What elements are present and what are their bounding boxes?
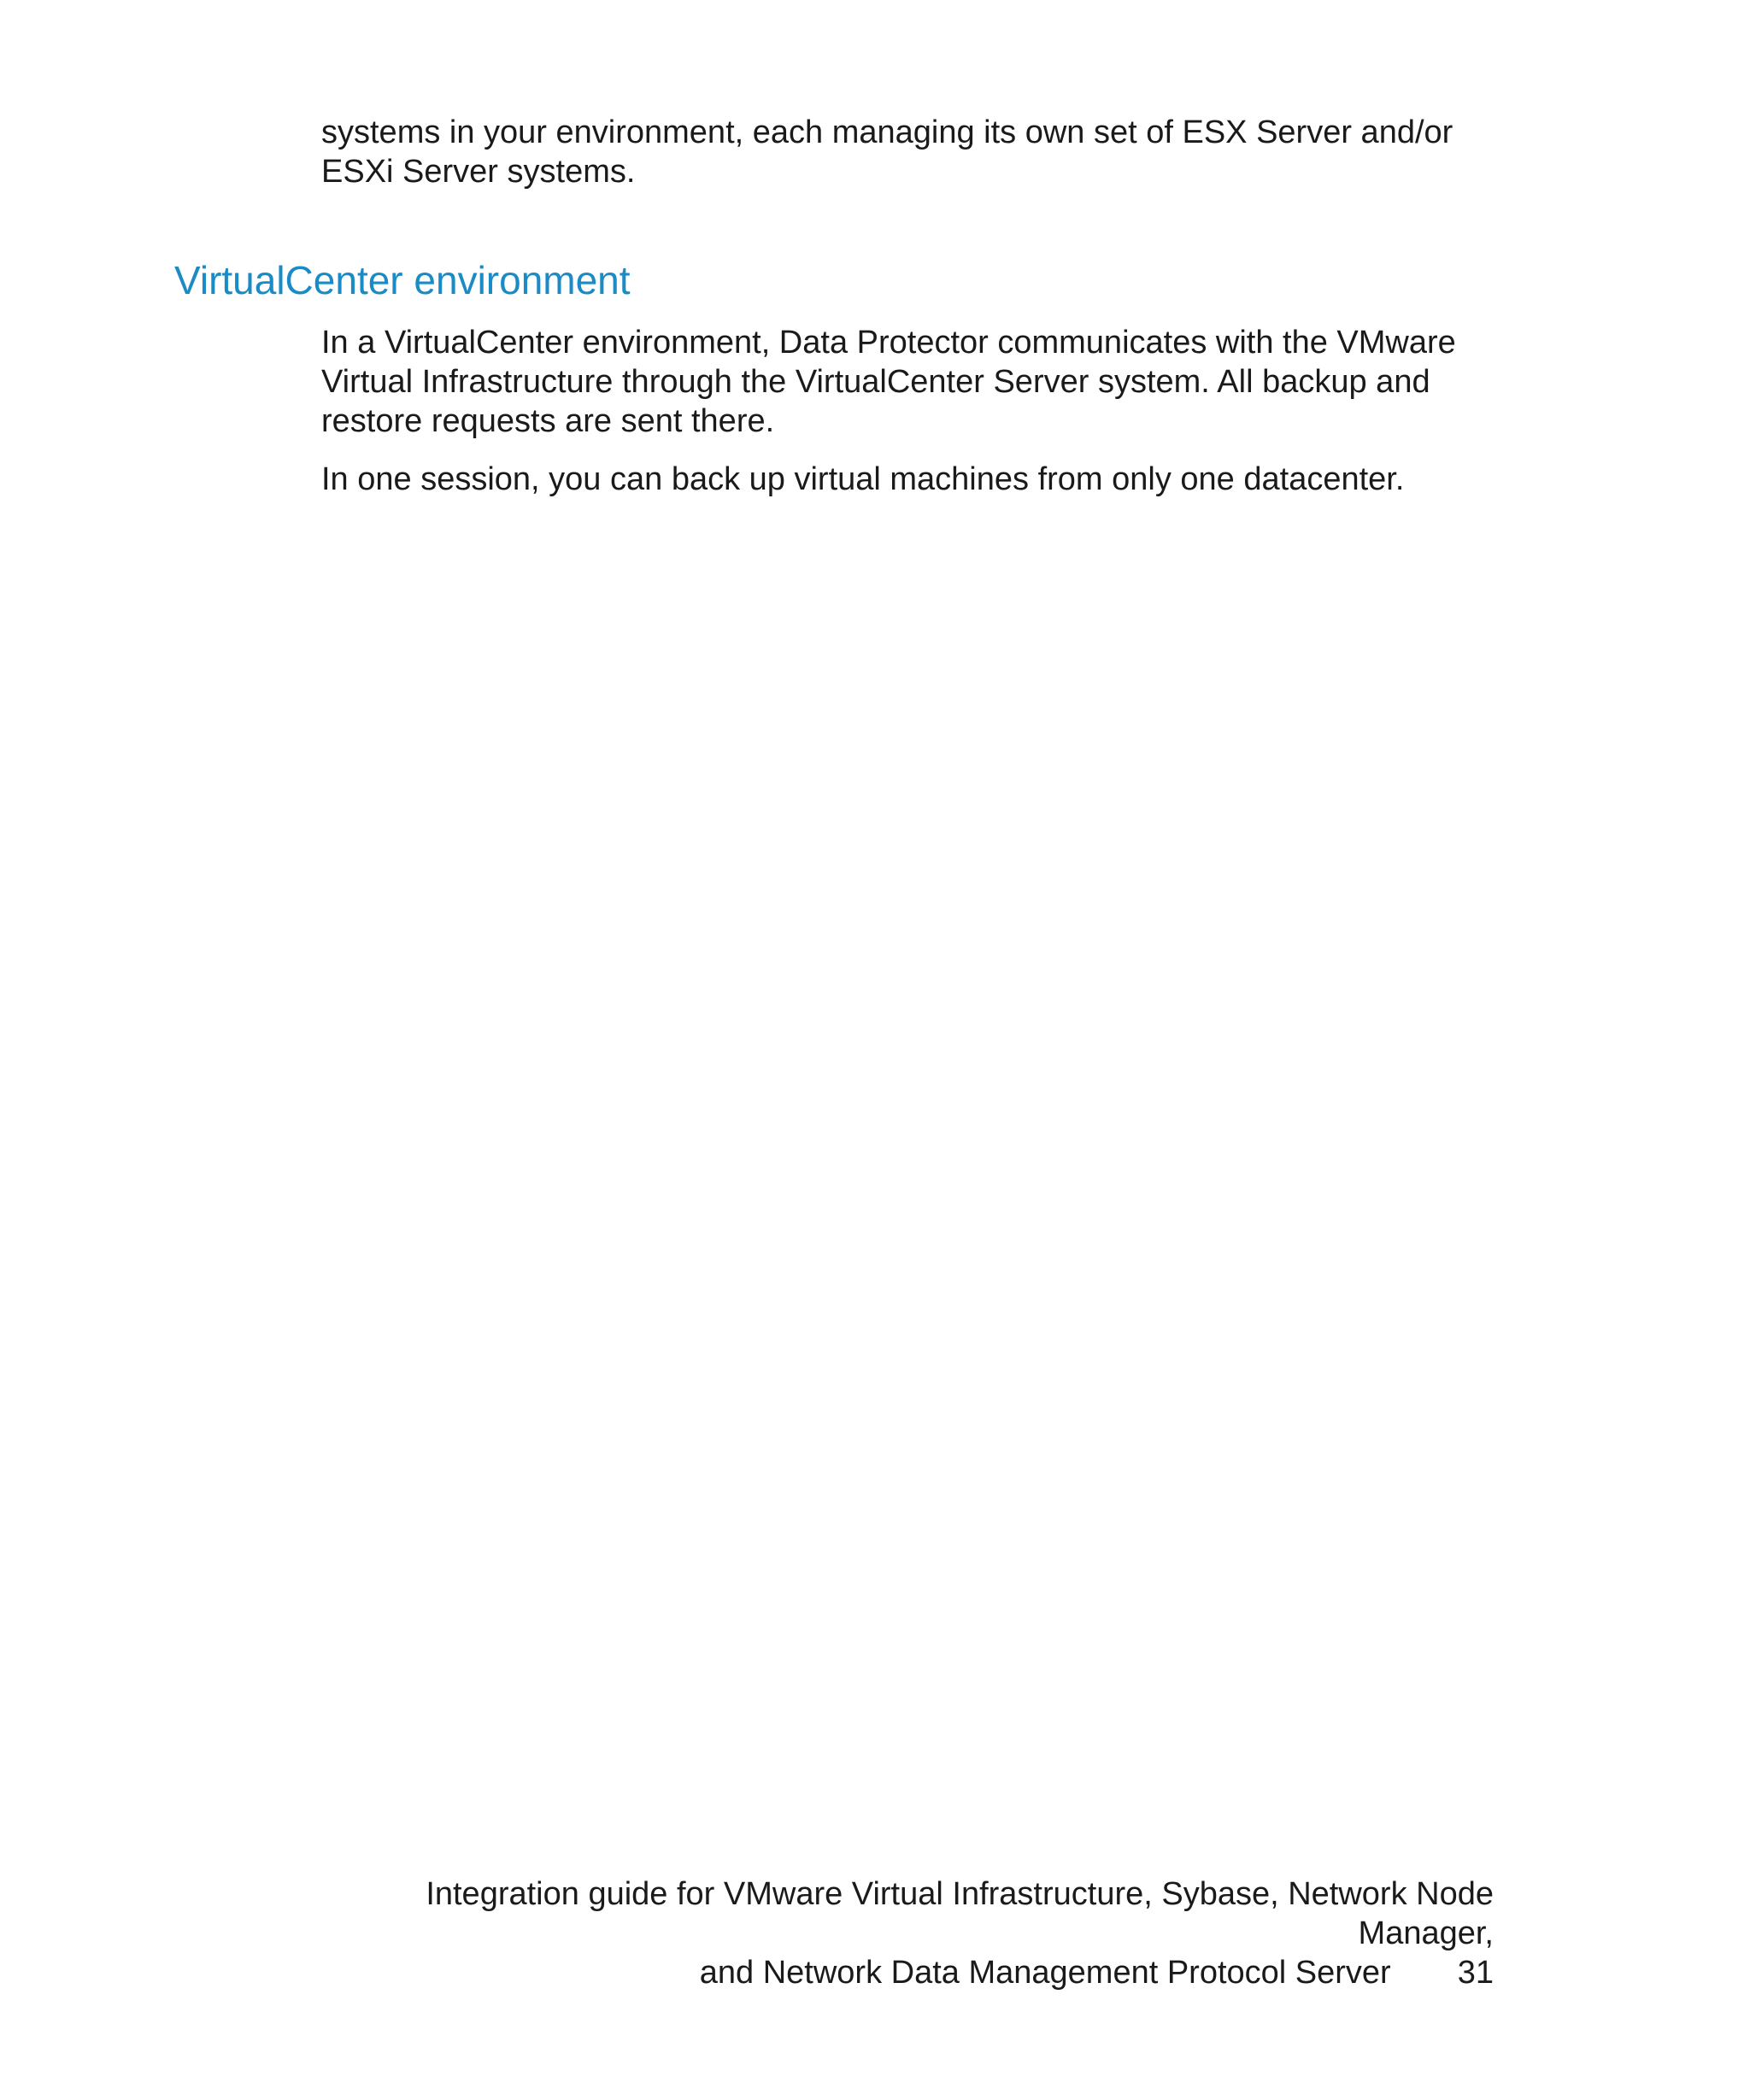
page-number: 31 <box>1457 1955 1494 1991</box>
footer-title-line-2: and Network Data Management Protocol Server <box>699 1955 1391 1991</box>
footer-line-2 <box>321 1953 1494 1992</box>
footer-title-line-1: Integration guide for VMware Virtual Infrastructure, Sybase, Network Node Manager, <box>426 1876 1494 1951</box>
section-paragraph-1: In a VirtualCenter environment, Data Protector communicates with the VMware Virtual Infrastructure through the VirtualCenter Server system. All backup and restore requests are sent there. <box>321 325 1456 439</box>
section-paragraph-2: In one session, you can back up virtual machines from only one datacenter. <box>321 461 1405 497</box>
page-footer <box>321 1874 1494 1992</box>
section-heading: VirtualCenter environment <box>174 258 631 302</box>
intro-continuation-paragraph: systems in your environment, each managing its own set of ESX Server and/or ESXi Server systems. <box>321 114 1453 190</box>
